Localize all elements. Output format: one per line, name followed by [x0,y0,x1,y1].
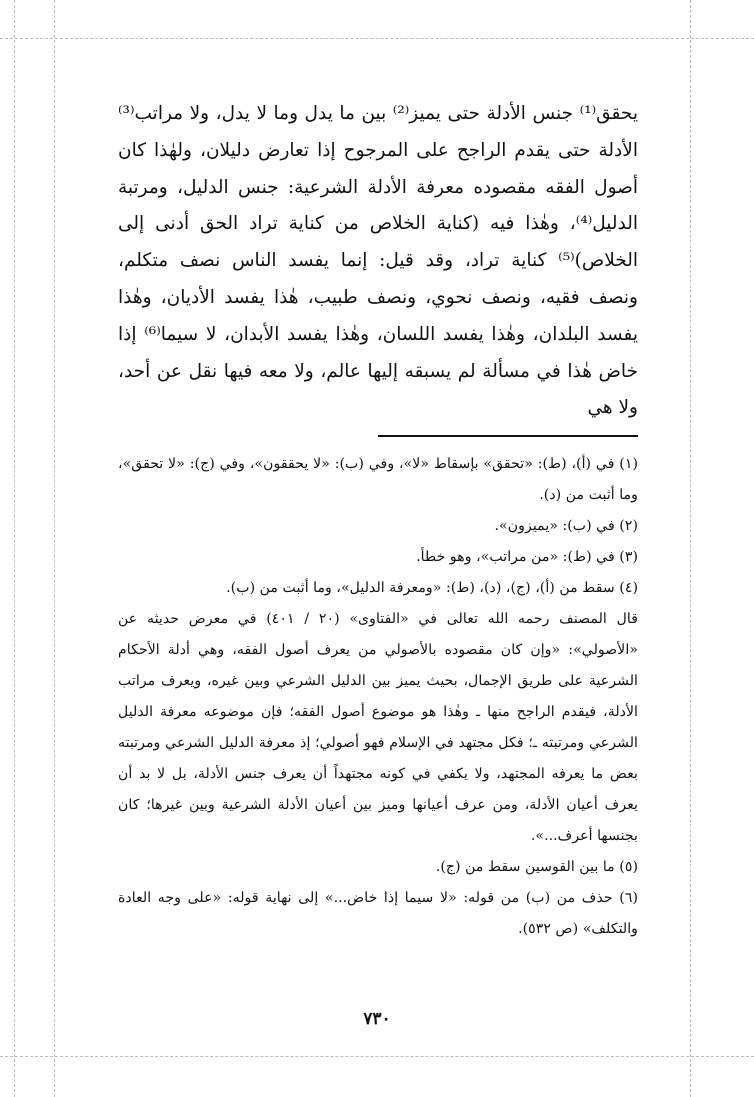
footnote-5: (٥) ما بين القوسين سقط من (ج). [435,859,638,876]
left-margin-guide-outer [14,0,15,1097]
footnote-1: (١) في (أ)، (ط): «تحقق» بإسقاط «لا»، وفي (ب): «لا يحققون»، وفي (ج): «لا تحقق»، وما أثبت من (د). [118,456,638,504]
footnotes [118,449,638,945]
left-margin-guide-inner [54,0,55,1097]
page-body [118,96,638,945]
footnote-6: (٦) حذف من (ب) من قوله: «لا سيما إذا خاض...» إلى نهاية قوله: «على وجه العادة والتكلف» (ص ٥٣٢). [118,890,638,938]
footnote-2: (٢) في (ب): «يميزون». [494,518,638,535]
footnote-4-quote: قال المصنف رحمه الله تعالى في «الفتاوى» (٢٠ / ٤٠١) في معرض حديثه عن «الأصولي»: «وإن كان مقصوده بالأصولي من يعرف أصول الفقه، وهي أدلة الأحكام الشرعية على طريق الإجمال، بحيث يميز بين الدليل الشرعي وبين غيره، ويعرف مراتب الأدلة، فيقدم الراجح منها ـ وهٰذا هو موضوع أصول الفقه؛ فإن موضوعه معرفة الدليل الشرعي ومرتبته ـ؛ فكل مجتهد في الإسلام فهو أصولي؛ إذ معرفة الدليل الشرعي ومرتبته بعض ما يعرفه المجتهد، ولا يكفي في كونه مجتهداً أن يعرف جنس الأدلة، بل لا بد أن يعرف أعيان الأدلة، ومن عرف أعيانها وميز بين أعيان الأدلة الشرعية وبين غيرها؛ كان بجنسها أعرف...». [118,611,638,845]
right-margin-guide [690,0,691,1097]
top-margin-guide [0,38,754,39]
page-number: ٧٣٠ [363,1009,391,1029]
footnote-separator [378,435,638,437]
main-paragraph: يحقق⁽¹⁾ جنس الأدلة حتى يميز⁽²⁾ بين ما يدل وما لا يدل، ولا مراتب⁽³⁾ الأدلة حتى يقدم الراجح على المرجوح إذا تعارض دليلان، ولهٰذا كان أصول الفقه مقصوده معرفة الأدلة الشرعية: جنس الدليل، ومرتبة الدليل⁽⁴⁾، وهٰذا فيه (كناية الخلاص من كناية تراد الحق أدنى إلى الخلاص)⁽⁵⁾ كناية تراد، وقد قيل: إنما يفسد الناس نصف متكلم، ونصف فقيه، ونصف نحوي، ونصف طبيب، هٰذا يفسد الأديان، وهٰذا يفسد البلدان، وهٰذا يفسد اللسان، وهٰذا يفسد الأبدان، لا سيما⁽⁶⁾ إذا خاض هٰذا في مسألة لم يسبقه إليها عالم، ولا معه فيها نقل عن أحد، ولا هي [118,103,638,419]
bottom-margin-guide [0,1056,754,1057]
footnote-3: (٣) في (ط): «من مراتب»، وهو خطأ. [416,549,638,566]
footnote-4: (٤) سقط من (أ)، (ج)، (د)، (ط): «ومعرفة الدليل»، وما أثبت من (ب). [226,580,638,597]
